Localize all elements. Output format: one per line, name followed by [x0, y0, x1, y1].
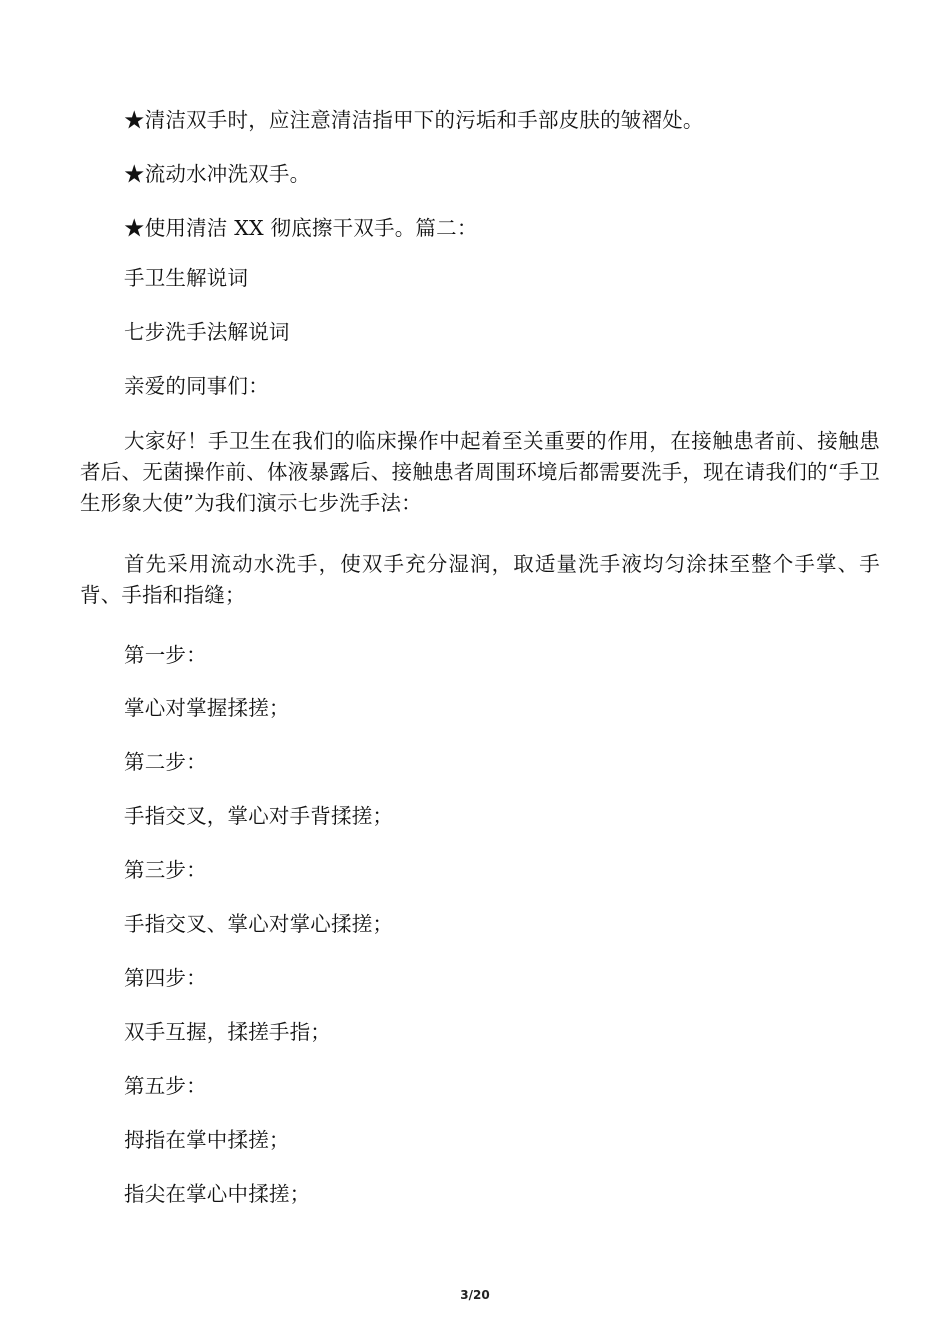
step-text: 拇指在掌中揉搓； [124, 1128, 290, 1152]
page-number: 3/20 [460, 1288, 490, 1302]
section-subtitle: 七步洗手法解说词 [124, 320, 290, 344]
step-heading: 第四步： [124, 966, 207, 990]
step-text: 手指交叉、掌心对掌心揉搓； [124, 912, 394, 936]
step-text: 双手互握，揉搓手指； [124, 1020, 331, 1044]
section-title: 手卫生解说词 [124, 266, 249, 290]
bullet-line-clean-nails: ★清洁双手时，应注意清洁指甲下的污垢和手部皮肤的皱褶处。 [124, 108, 704, 132]
step-text: 指尖在掌心中揉搓； [124, 1182, 311, 1206]
salutation: 亲爱的同事们： [124, 374, 269, 398]
step-heading: 第一步： [124, 643, 207, 667]
first-paragraph: 首先采用流动水洗手，使双手充分湿润，取适量洗手液均匀涂抹至整个手掌、手背、手指和指缝； [80, 552, 880, 607]
step-heading: 第五步： [124, 1074, 207, 1098]
step-text: 掌心对掌握揉搓； [124, 696, 290, 720]
step-heading: 第三步： [124, 858, 207, 882]
bullet-line-rinse: ★流动水冲洗双手。 [124, 162, 311, 186]
step-text: 手指交叉，掌心对手背揉搓； [124, 804, 394, 828]
bullet-line-dry: ★使用清洁 XX 彻底擦干双手。篇二： [124, 216, 478, 240]
step-heading: 第二步： [124, 750, 207, 774]
intro-paragraph: 大家好！手卫生在我们的临床操作中起着至关重要的作用，在接触患者前、接触患者后、无菌操作前、体液暴露后、接触患者周围环境后都需要洗手，现在请我们的“手卫生形象大使”为我们演示七步洗手法： [80, 429, 880, 515]
